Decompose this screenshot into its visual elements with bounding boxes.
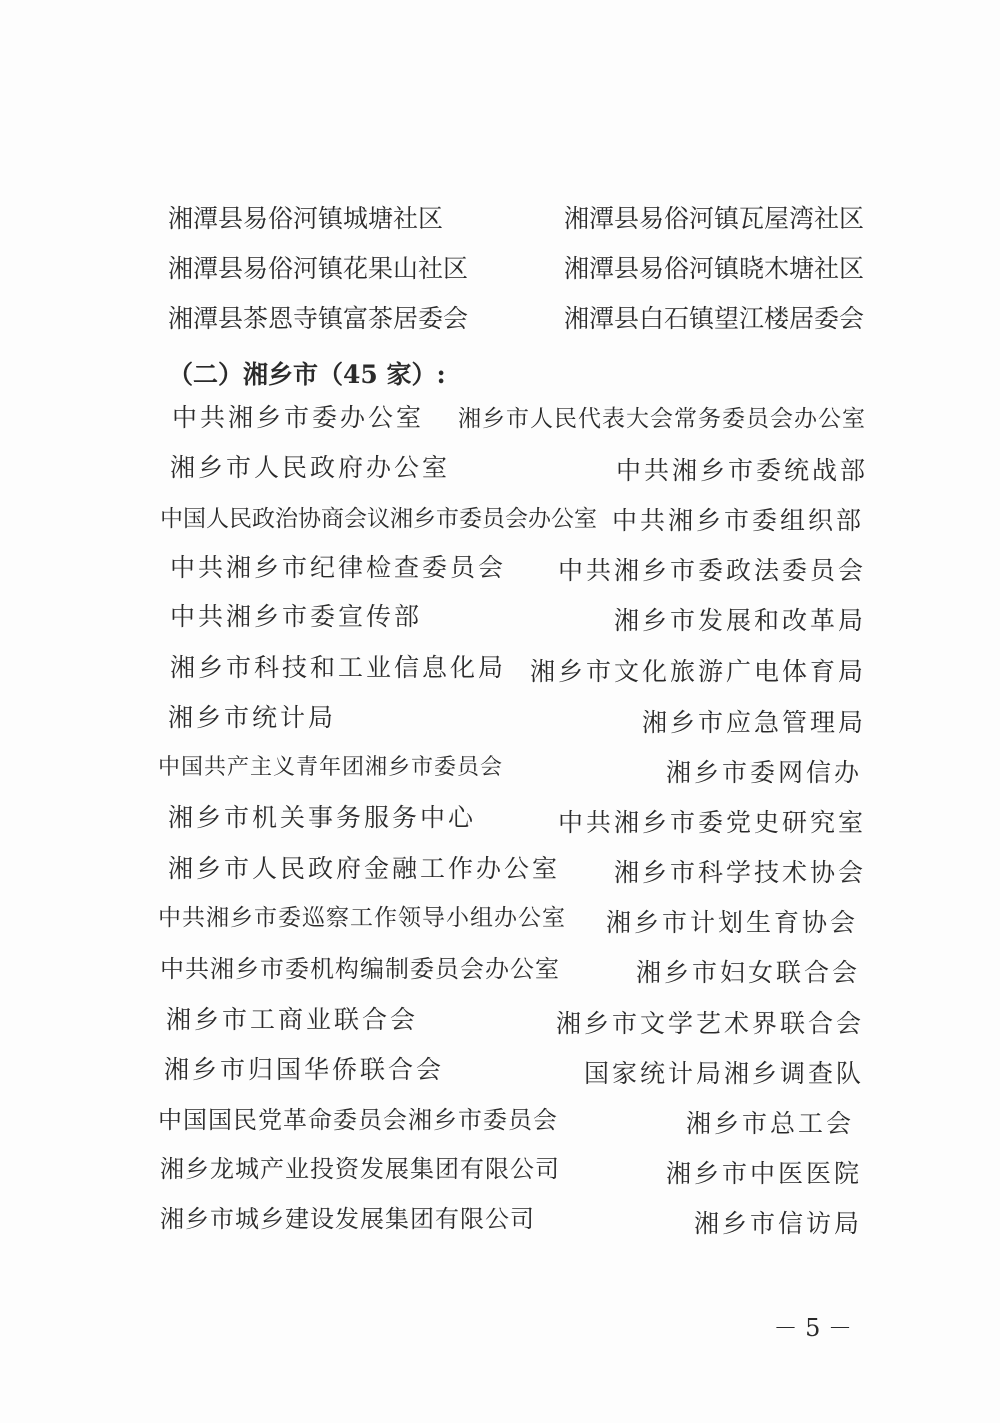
list-item-right: 湘乡市人民代表大会常务委员会办公室 — [458, 406, 866, 432]
list-item-left: 湘潭县易俗河镇城塘社区 — [168, 204, 444, 233]
section-heading: （二）湘乡市（45 家）: — [168, 360, 446, 389]
list-item-left: 湘乡市科技和工业信息化局 — [170, 653, 507, 682]
list-item-right: 湘乡市科学技术协会 — [613, 858, 866, 887]
list-item-left: 中共湘乡市委机构编制委员会办公室 — [160, 955, 560, 983]
list-item-left: 中共湘乡市委巡察工作领导小组办公室 — [158, 905, 566, 931]
list-item-left: 中共湘乡市委办公室 — [172, 403, 425, 432]
page-number: － 5 － — [773, 1314, 852, 1342]
list-item-right: 湘乡市总工会 — [685, 1109, 854, 1138]
list-item-right: 湘乡市文化旅游广电体育局 — [529, 657, 866, 686]
list-item-right: 中共湘乡市委党史研究室 — [557, 808, 866, 837]
list-item-left: 湘乡龙城产业投资发展集团有限公司 — [160, 1155, 560, 1183]
list-item-left: 湘乡市城乡建设发展集团有限公司 — [160, 1205, 535, 1233]
list-item-right: 湘潭县易俗河镇晓木塘社区 — [563, 254, 864, 283]
list-item-left: 湘乡市工商业联合会 — [166, 1005, 419, 1034]
list-item-left: 湘乡市机关事务服务中心 — [168, 803, 477, 832]
list-item-right: 湘乡市发展和改革局 — [613, 606, 866, 635]
list-item-right: 湘乡市信访局 — [693, 1209, 862, 1238]
list-item-right: 湘乡市文学艺术界联合会 — [555, 1009, 864, 1038]
list-item-right: 中共湘乡市委统战部 — [615, 456, 868, 485]
list-item-left: 中国人民政治协商会议湘乡市委员会办公室 — [160, 506, 597, 532]
list-item-left: 湘乡市人民政府办公室 — [170, 453, 451, 482]
list-item-left: 湘乡市统计局 — [168, 703, 337, 732]
list-item-right: 中共湘乡市委组织部 — [611, 506, 864, 535]
list-item-left: 中共湘乡市纪律检查委员会 — [170, 553, 507, 582]
list-item-left: 湘乡市归国华侨联合会 — [164, 1055, 445, 1084]
list-item-left: 湘潭县易俗河镇花果山社区 — [168, 254, 469, 283]
list-item-right: 湘乡市委网信办 — [665, 758, 862, 787]
list-item-right: 湘乡市中医医院 — [665, 1159, 862, 1188]
list-item-right: 湘潭县白石镇望江楼居委会 — [563, 304, 864, 333]
list-item-right: 湘乡市应急管理局 — [641, 708, 866, 737]
list-item-left: 中国共产主义青年团湘乡市委员会 — [158, 755, 504, 780]
list-item-left: 中国国民党革命委员会湘乡市委员会 — [158, 1106, 558, 1134]
list-item-right: 湘乡市计划生育协会 — [605, 908, 858, 937]
list-item-left: 湘乡市人民政府金融工作办公室 — [168, 854, 561, 883]
list-item-right: 湘乡市妇女联合会 — [635, 958, 860, 987]
list-item-right: 湘潭县易俗河镇瓦屋湾社区 — [563, 204, 864, 233]
list-item-left: 湘潭县茶恩寺镇富茶居委会 — [168, 304, 469, 333]
list-item-right: 中共湘乡市委政法委员会 — [557, 556, 866, 585]
list-item-left: 中共湘乡市委宣传部 — [170, 602, 423, 631]
list-item-right: 国家统计局湘乡调查队 — [583, 1059, 864, 1088]
